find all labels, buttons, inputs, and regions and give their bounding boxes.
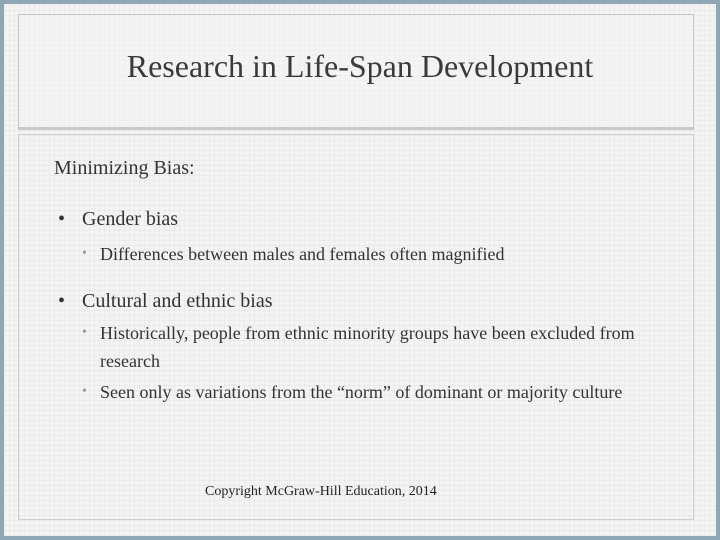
bullet-dot: • [58,290,66,312]
sub-bullet-dot: • [82,384,87,399]
sub-bullet-text: Seen only as variations from the “norm” of dominant or majority culture [100,382,623,402]
sub-bullet-dot: • [82,246,87,261]
page-title: Research in Life-Span Development [126,48,594,84]
sub-bullet-dot: • [82,325,87,340]
bullet-label: Cultural and ethnic bias [82,290,273,312]
sub-bullet-text: Historically, people from ethnic minority groups have been excluded from research [100,323,635,371]
sub-bullet-text: Differences between males and females often magnified [100,244,505,264]
section-heading: Minimizing Bias: [54,157,195,179]
copyright-footer: Copyright McGraw-Hill Education, 2014 [205,484,437,499]
bullet-dot: • [58,208,66,230]
bullet-label: Gender bias [82,208,179,230]
title-divider [18,127,694,130]
